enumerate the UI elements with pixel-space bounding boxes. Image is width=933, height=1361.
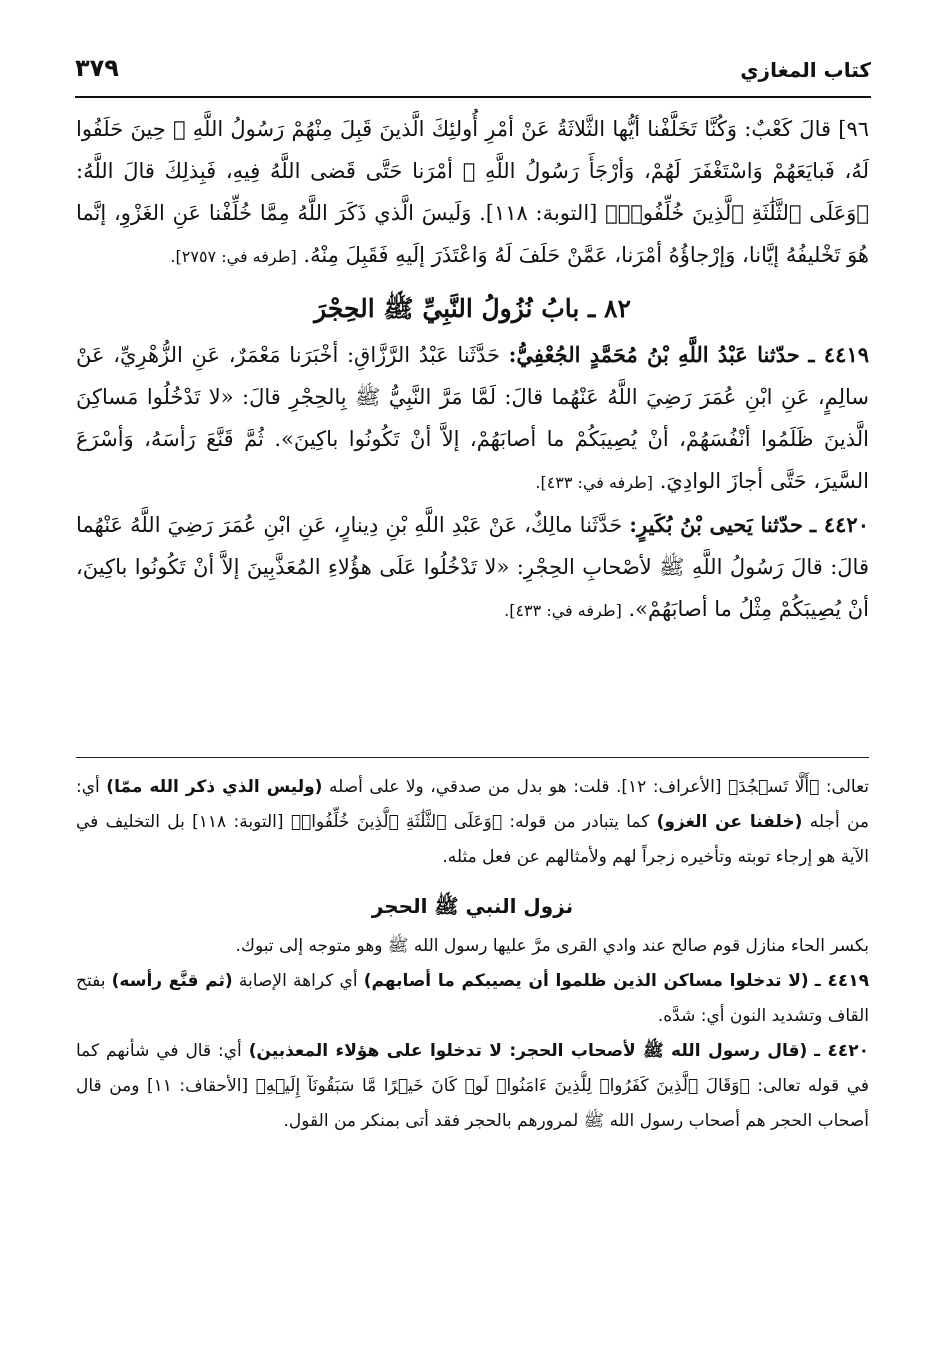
hadith-96: [76, 108, 869, 278]
hadith-4419: [76, 334, 869, 504]
commentary-text: تعالى: ﴿أَلَّا تَسۡجُدَ﴾ [الأعراف: ١٢]. قلت: هو بدل من صدقي، ولا على أصله: [328, 777, 870, 797]
header-rule: [75, 96, 871, 98]
main-text: [76, 108, 869, 632]
commentary-separator: [76, 757, 869, 758]
page-number: ٣٧٩: [75, 54, 119, 82]
cross-reference: [طرفه في: ٢٧٥٧].: [170, 247, 297, 266]
commentary: [76, 770, 869, 1139]
commentary-text: أي: قال في شأنهم كما في قوله تعالى: ﴿وَقَالَ ٱلَّذِينَ كَفَرُوا۟ لِلَّذِينَ ءَامَنُوا۟ لَوۡ كَانَ خَيۡرًا مَّا سَبَقُونَآ إِلَيۡهِ﴾ [الأحقاف: ١١] ومن قال أصحاب الحجر هم أصحاب رسول الله ﷺ لمرورهم بالحجر فقد أتى بمنكر من القول.: [76, 1041, 869, 1131]
commentary-text: كما يتبادر من قوله: ﴿وَعَلَى ٱلثَّلَٰثَةِ ٱلَّذِينَ خُلِّفُوا۟﴾ [التوبة: ١١٨] بل التخليف في الآية هو إرجاء توبته وتأخيره زجراً لهم ولأمثالهم عن فعل مثله.: [76, 812, 869, 867]
commentary-paragraph: بكسر الحاء منازل قوم صالح عند وادي القرى مرَّ عليها رسول الله ﷺ وهو متوجه إلى تبوك.: [235, 936, 869, 956]
hadith-text: قالَ كَعْبٌ: وَكُنَّا تَخَلَّفْنا أيُّها الثَّلاثَةُ عَنْ أمْرِ أُولئِكَ الَّذينَ قَبِلَ مِنْهُمْ رَسُولُ اللَّهِ ﷺ حِينَ حَلَفُوا لَهُ، فَبايَعَهُمْ وَاسْتَغْفَرَ لَهُمْ، وَأرْجَأَ رَسُولُ اللَّهِ ﷺ أمْرَنا حَتَّى قَضى اللَّهُ فِيهِ، فَبِذلِكَ قالَ اللَّهُ: ﴿وَعَلَى ٱلثَّلَٰثَةِ ٱلَّذِينَ خُلِّفُوا۟﴾ [التوبة: ١١٨]. وَلَيسَ الَّذي ذَكَرَ اللَّهُ مِمَّا خُلِّفْنا عَنِ الغَزْوِ، إنَّما هُوَ تَخْليفُهُ إيَّانا، وَإرْجاؤُهُ أمْرَنا، عَمَّنْ حَلَفَ لَهُ وَاعْتَذَرَ إلَيهِ فَقَبِلَ مِنْهُ.: [76, 117, 869, 267]
commentary-lemma: (لا تدخلوا مساكن الذين ظلموا أن يصيبكم ما أصابهم): [363, 971, 809, 991]
hadith-number: ٤٤٢٠ ـ: [814, 1041, 870, 1061]
hadith-narrator: حدّثنا عَبْدُ اللَّهِ بْنُ مُحَمَّدٍ الجُعْفِيُّ:: [508, 342, 800, 367]
hadith-number: ٩٦]: [838, 117, 869, 141]
hadith-number: ٤٤١٩ ـ: [814, 971, 869, 991]
hadith-number: ٤٤٢٠ ـ: [810, 512, 869, 537]
page-header: [75, 52, 871, 92]
commentary-text: أي كراهة الإصابة: [238, 971, 358, 991]
commentary-lemma: (ثم قنَّع رأسه): [111, 971, 233, 991]
commentary-lemma: (قال رسول الله ﷺ لأصحاب الحجر: لا تدخلوا على هؤلاء المعذبين): [248, 1041, 808, 1061]
chapter-title: ٨٢ ـ بابُ نُزُولُ النَّبِيِّ ﷺ الحِجْرَ: [314, 294, 631, 323]
commentary-lemma: (وليس الذي ذكر الله ممّا): [106, 777, 323, 797]
cross-reference: [طرفه في: ٤٣٣].: [504, 601, 622, 620]
hadith-4420: [76, 504, 869, 632]
commentary-text: أي: من أجله: [76, 777, 870, 832]
commentary-paragraph: [76, 1034, 869, 1139]
book-title: كتاب المغازي: [740, 58, 871, 82]
cross-reference: [طرفه في: ٤٣٣].: [535, 473, 654, 492]
commentary-paragraph: [76, 964, 869, 1034]
commentary-subtitle: نزول النبي ﷺ الحجر: [371, 894, 574, 918]
hadith-text: حَدَّثَنا عَبْدُ الرَّزَّاقِ: أخْبَرَنا مَعْمَرٌ، عَنِ الزُّهْرِيِّ، عَنْ سالِمٍ، عَنِ ابْنِ عُمَرَ رَضِيَ اللَّهُ عَنْهُما قالَ: لَمَّا مَرَّ النَّبِيُّ ﷺ بِالحِجْرِ قالَ: «لا تَدْخُلُوا مَساكِنَ الَّذينَ ظَلَمُوا أنْفُسَهُمْ، أنْ يُصِيبَكُمْ ما أصابَهُمْ، إلاَّ أنْ تَكُونُوا باكِينَ». ثُمَّ قَنَّعَ رَأسَهُ، وَأسْرَعَ السَّيرَ، حَتَّى أجازَ الوادِيَ.: [76, 343, 869, 493]
hadith-text: حَدَّثَنا مالِكٌ، عَنْ عَبْدِ اللَّهِ بْنِ دِينارٍ، عَنِ ابْنِ عُمَرَ رَضِيَ اللَّهُ عَنْهُما قالَ: قالَ رَسُولُ اللَّهِ ﷺ لأصْحابِ الحِجْرِ: «لا تَدْخُلُوا عَلَى هؤُلاءِ المُعَذَّبِينَ إلاَّ أنْ تَكُونُوا باكِينَ، أنْ يُصِيبَكُمْ مِثْلُ ما أصابَهُمْ».: [76, 513, 869, 621]
commentary-paragraph: [76, 770, 869, 875]
commentary-lemma: (خلفنا عن الغزو): [656, 812, 803, 832]
hadith-number: ٤٤١٩ ـ: [808, 342, 870, 367]
hadith-narrator: حدّثنا يَحيى بْنُ بُكَيرٍ:: [629, 512, 804, 537]
commentary-text: بفتح القاف وتشديد النون أي: شدَّه.: [76, 971, 869, 1026]
